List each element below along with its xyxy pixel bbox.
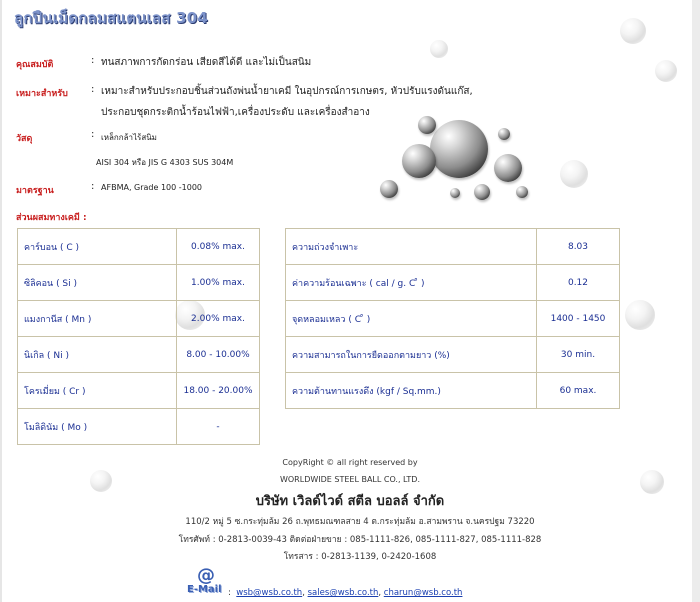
steel-ball-icon: [498, 128, 510, 140]
property-value: 60 max.: [537, 373, 620, 409]
composition-name: คาร์บอน ( C ): [18, 229, 177, 265]
features-colon: :: [91, 55, 95, 66]
table-row: [18, 409, 260, 445]
suitable-value-2: ประกอบชุดกระติกน้ำร้อนไฟฟ้า,เครื่องประดับ และเครื่องสำอาง: [101, 107, 370, 118]
decor-ball-icon: [430, 40, 448, 58]
email-icon-label: E-Mail: [187, 584, 222, 595]
steel-ball-icon: [380, 180, 398, 198]
page-title: ลูกปืนเม็ดกลมสแตนเลส 304: [14, 9, 208, 27]
table-row: [18, 229, 260, 265]
composition-name: โครเมี่ยม ( Cr ): [18, 373, 177, 409]
composition-value: -: [177, 409, 260, 445]
steel-ball-icon: [430, 120, 488, 178]
table-row: [286, 301, 620, 337]
composition-name: แมงกานีส ( Mn ): [18, 301, 177, 337]
property-value: 30 min.: [537, 337, 620, 373]
steel-ball-icon: [516, 186, 528, 198]
property-value: 8.03: [537, 229, 620, 265]
decor-ball-icon: [560, 160, 588, 188]
company-name-en: WORLDWIDE STEEL BALL CO., LTD.: [279, 475, 421, 484]
steel-balls-image: [378, 108, 540, 206]
steel-ball-icon: [402, 144, 436, 178]
standard-colon: :: [91, 181, 95, 192]
table-row: [286, 265, 620, 301]
property-value: 0.12: [537, 265, 620, 301]
email-links: : wsb@wsb.co.th, sales@wsb.co.th, charun@wsb.co.th: [228, 588, 463, 598]
company-address: 110/2 หมู่ 5 ซ.กระทุ่มล้ม 26 ถ.พุทธมณฑลสาย 4 ต.กระทุ่มล้ม อ.สามพราน จ.นครปฐม 73220: [185, 517, 535, 527]
table-row: [286, 229, 620, 265]
steel-ball-icon: [494, 154, 522, 182]
email-link-sales[interactable]: sales@wsb.co.th: [307, 588, 379, 598]
property-name: ความต้านทานแรงดึง (kgf / Sq.mm.): [286, 373, 537, 409]
suitable-label: เหมาะสำหรับ: [16, 89, 68, 99]
table-row: [286, 337, 620, 373]
material-value-1: เหล็กกล้าไร้สนิม: [101, 133, 157, 142]
composition-table: [17, 228, 260, 445]
steel-ball-icon: [418, 116, 436, 134]
copyright-text: CopyRight © all right reserved by: [282, 458, 418, 467]
property-name: ค่าความร้อนเฉพาะ ( cal / g. C ̊ ): [286, 265, 537, 301]
composition-value: 0.08% max.: [177, 229, 260, 265]
composition-name: ซิลิคอน ( Si ): [18, 265, 177, 301]
decor-ball-icon: [620, 18, 646, 44]
table-row: [18, 337, 260, 373]
physical-properties-table: [285, 228, 620, 409]
table-row: [286, 373, 620, 409]
email-separator: :: [228, 588, 231, 598]
composition-name: โมลิดินัม ( Mo ): [18, 409, 177, 445]
company-name-th: บริษัท เวิลด์ไวด์ สตีล บอลล์ จำกัด: [255, 494, 445, 509]
property-name: ความถ่วงจำเพาะ: [286, 229, 537, 265]
steel-ball-icon: [450, 188, 460, 198]
composition-label: ส่วนผสมทางเคมี :: [16, 213, 87, 223]
table-row: [18, 373, 260, 409]
scrollbar-track[interactable]: [692, 0, 700, 602]
email-link-wsb[interactable]: wsb@wsb.co.th: [236, 588, 303, 598]
property-value: 1400 - 1450: [537, 301, 620, 337]
email-link-charun[interactable]: charun@wsb.co.th: [383, 588, 463, 598]
composition-value: 2.00% max.: [177, 301, 260, 337]
features-label: คุณสมบัติ: [16, 60, 54, 70]
company-fax: โทรสาร : 0-2813-1139, 0-2420-1608: [283, 552, 437, 562]
standard-value: AFBMA, Grade 100 -1000: [101, 183, 203, 192]
email-icon: [187, 565, 227, 595]
material-colon: :: [91, 129, 95, 140]
standard-label: มาตรฐาน: [16, 186, 54, 196]
suitable-colon: :: [91, 84, 95, 95]
company-phone: โทรศัพท์ : 0-2813-0039-43 ติดต่อฝ่ายขาย : 085-1111-826, 085-1111-827, 085-1111-828: [178, 535, 542, 545]
decor-ball-icon: [655, 60, 677, 82]
composition-name: นิเกิล ( Ni ): [18, 337, 177, 373]
property-name: ความสามารถในการยืดออกตามยาว (%): [286, 337, 537, 373]
suitable-value-1: เหมาะสำหรับประกอบชิ้นส่วนถังพ่นน้ำยาเคมี ในอุปกรณ์การเกษตร, หัวปรับแรงดันแก๊ส,: [101, 86, 473, 97]
decor-ball-icon: [625, 300, 655, 330]
composition-value: 1.00% max.: [177, 265, 260, 301]
table-row: [18, 301, 260, 337]
table-row: [18, 265, 260, 301]
composition-value: 18.00 - 20.00%: [177, 373, 260, 409]
at-sign-icon: @: [197, 565, 215, 586]
material-value-2: AISI 304 หรือ JIS G 4303 SUS 304M: [96, 158, 234, 167]
composition-value: 8.00 - 10.00%: [177, 337, 260, 373]
left-border: [0, 0, 2, 602]
steel-ball-icon: [474, 184, 490, 200]
features-value: ทนสภาพการกัดกร่อน เสียดสีได้ดี และไม่เป็นสนิม: [101, 57, 312, 68]
property-name: จุดหลอมเหลว ( C ̊ ): [286, 301, 537, 337]
material-label: วัสดุ: [16, 134, 33, 144]
